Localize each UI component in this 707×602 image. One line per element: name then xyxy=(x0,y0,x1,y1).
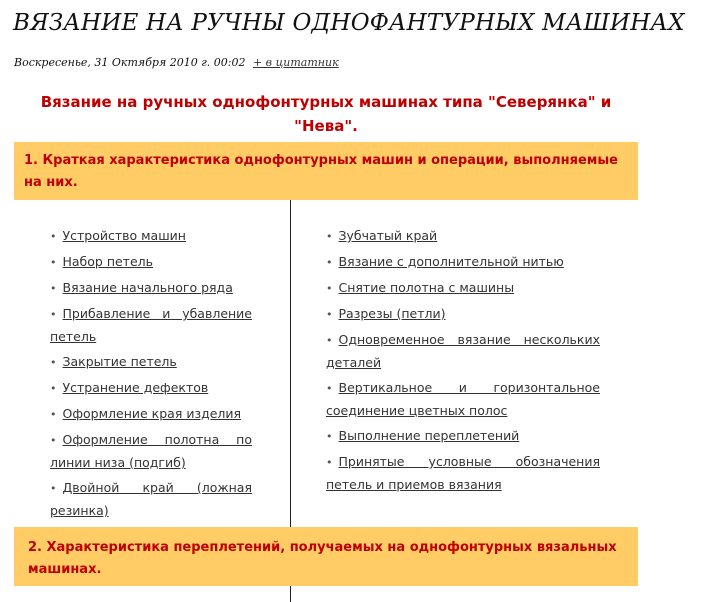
list-item xyxy=(50,225,252,248)
post-date: Воскресенье, 31 Октября 2010 г. 00:02 xyxy=(14,56,246,69)
topic-link[interactable]: Закрытие петель xyxy=(62,354,177,369)
topic-link[interactable]: Зубчатый край xyxy=(338,228,438,243)
topic-link[interactable]: Одновременное вязание нескольких деталей xyxy=(326,332,600,370)
topic-link[interactable]: Двойной край (ложная резинка) xyxy=(50,480,252,518)
topic-link[interactable]: Прибавление и убавление петель xyxy=(50,306,252,344)
topic-link[interactable]: Набор петель xyxy=(62,254,154,269)
list-item xyxy=(326,303,600,326)
list-item xyxy=(326,425,600,448)
list-item xyxy=(50,251,252,274)
list-item xyxy=(50,377,252,400)
post-title: ВЯЗАНИЕ НА РУЧНЫ ОДНОФАНТУРНЫХ МАШИНАХ xyxy=(13,10,685,36)
add-to-quotes-link[interactable]: + в цитатник xyxy=(252,56,339,69)
topic-link[interactable]: Оформление края изделия xyxy=(62,406,242,421)
list-item xyxy=(326,451,600,496)
list-item xyxy=(326,277,600,300)
list-item xyxy=(50,351,252,374)
list-item xyxy=(50,477,252,522)
topic-link[interactable]: Вязание начального ряда xyxy=(62,280,233,295)
topic-link[interactable]: Вертикальное и горизонтальное соединение цветных полос xyxy=(326,380,600,418)
topic-link[interactable]: Устранение дефектов xyxy=(62,380,209,395)
post-meta xyxy=(14,56,339,69)
list-item xyxy=(50,429,252,474)
topic-link[interactable]: Устройство машин xyxy=(62,228,186,243)
article-subtitle: Вязание на ручных однофонтурных машинах типа "Северянка" и "Нева". xyxy=(40,93,612,135)
list-item xyxy=(326,251,600,274)
topic-link[interactable]: Принятые условные обозначения петель и приемов вязания xyxy=(326,454,600,492)
section-1-heading: 1. Краткая характеристика однофонтурных машин и операции, выполняемые на них. xyxy=(14,142,638,200)
list-item xyxy=(50,403,252,426)
topic-link[interactable]: Снятие полотна с машины xyxy=(338,280,515,295)
topic-link[interactable]: Выполнение переплетений xyxy=(338,428,520,443)
topic-link[interactable]: Вязание с дополнительной нитью xyxy=(338,254,564,269)
list-item xyxy=(326,225,600,248)
list-item xyxy=(326,377,600,422)
section-2-heading: 2. Характеристика переплетений, получаемых на однофонтурных вязальных машинах. xyxy=(14,527,638,586)
list-item xyxy=(50,277,252,300)
topic-link[interactable]: Разрезы (петли) xyxy=(338,306,446,321)
left-topic-list xyxy=(50,225,252,525)
list-item xyxy=(50,303,252,348)
list-item xyxy=(326,329,600,374)
topic-link[interactable]: Оформление полотна по линии низа (подгиб) xyxy=(50,432,252,470)
right-topic-list xyxy=(326,225,600,499)
